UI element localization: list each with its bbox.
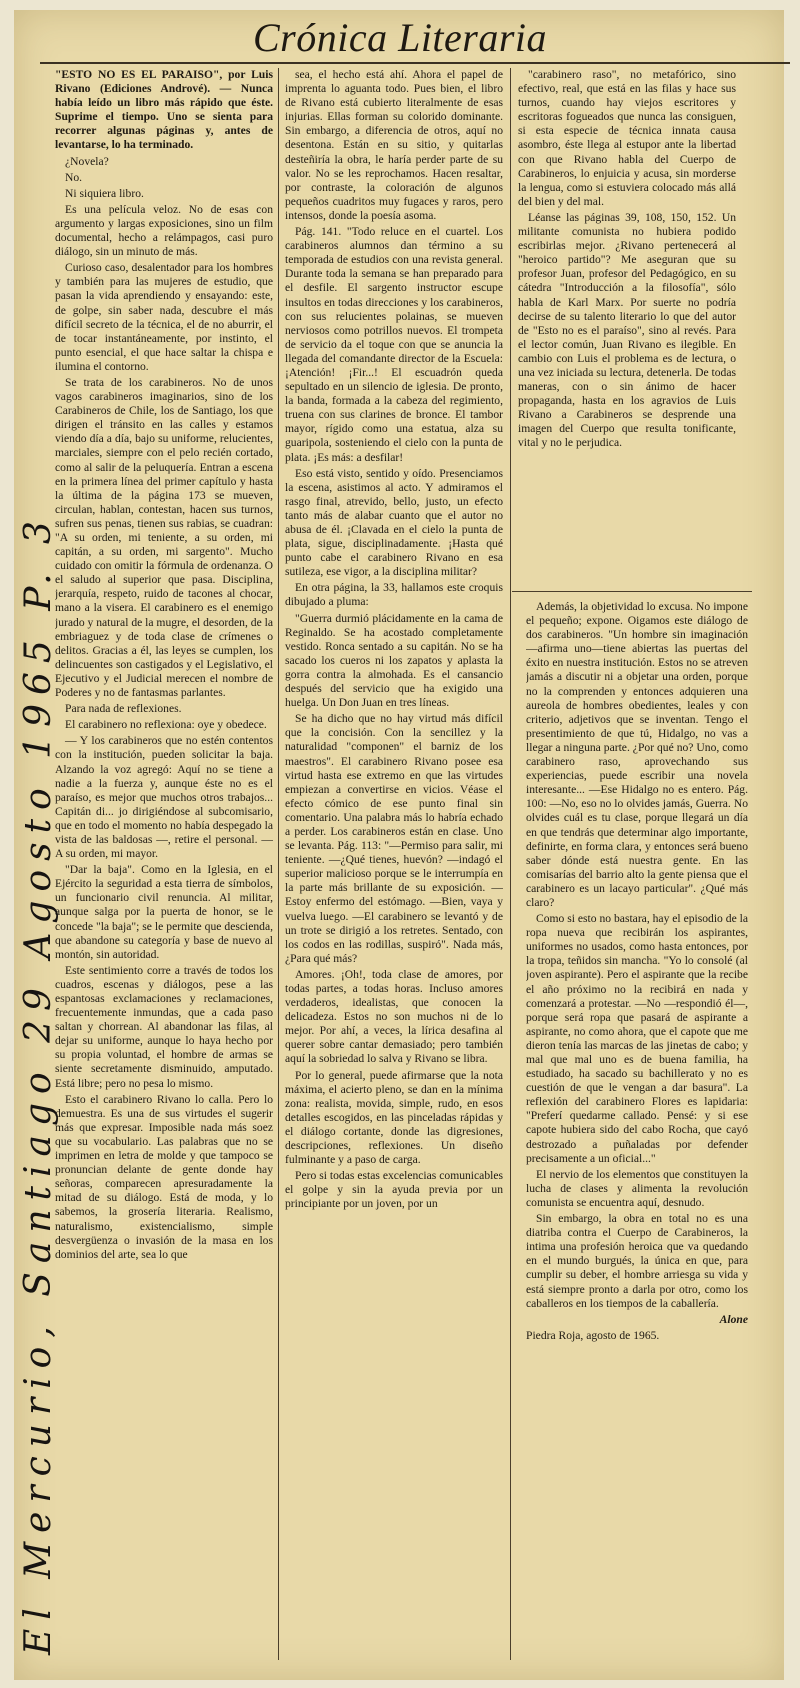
paragraph: sea, el hecho está ahí. Ahora el papel de imprenta lo aguanta todo. Pues bien, el libro de Rivano está cubierto literalmente de esas injurias. Ellas forman su colorido dominante. Sin embargo, a diferencia de otros, aquí no desentona. Están en su sitio, y quitarlas desteñiría la obra, le haría perder parte de su valor. No se les reprochamos. Hacen resaltar, por contraste, la coloración de algunos pequeños cuadritos muy fugaces y raros, pero intensos, donde la poesía asoma.: [285, 68, 503, 222]
article-column-4: [526, 600, 748, 1660]
paragraph: Esto el carabinero Rivano lo calla. Pero lo demuestra. Es una de sus virtudes el sugerir más que expresar. Imposible nada más soez que su vocabulario. Las palabras que no se imprimen en letra de molde y que tampoco se pronuncian delante de gente donde hay señoras, comparecen apresuradamente la mitad de su diálogo. Está de moda, y lo sabemos, la grosería literaria. Realismo, naturalismo, existencialismo, simple desvergüenza o invasión de la masa en los dominios del arte, sea lo que: [55, 1092, 273, 1261]
paragraph: Pág. 141. "Todo reluce en el cuartel. Los carabineros alumnos dan término a su temporada de estudios con una revista general. Durante toda la semana se han preparado para el desfile. El sargento instructor escupe insultos en todas direcciones y los carabineros, con sus relucientes polainas, se mueven nerviosos como potrillos nuevos. El trompeta de servicio da el toque con que se anuncia la llegada del comandante director de la Escuela: ¡Atención! ¡Fir...! El escuadrón queda sepultado en un silencio de iglesia. De pronto, la banda, formada a la cabeza del regimiento, truena con sus clarines de bronce. El tambor mayor, rígido como una estatua, alza su guaripola, sosteniendo el cielo con la punta de plata. ¡Es más: a desfilar!: [285, 225, 503, 464]
article-lead: "ESTO NO ES EL PARAISO", por Luis Rivano (Ediciones Andrové). — Nunca había leído un libro más rápido que éste. Suprime el tiempo. Uno se sienta para recorrer algunas páginas y, antes de levantarse, lo ha terminado.: [55, 68, 273, 152]
paragraph: Es una película veloz. No de esas con argumento y largas exposiciones, sino un film documental, hecho a relámpagos, casi puro diálogo, sin un minuto de más.: [55, 202, 273, 259]
paragraph: Se ha dicho que no hay virtud más difícil que la concisión. Con la sencillez y la naturalidad "componen" el barniz de los maestros". El carabinero Rivano posee esa virtud hasta ese extremo en que las virtudes empiezan a convertirse en vicios. Véase el efecto cómico de ese punto final sin comentario. Una palabra más lo habría echado a perder. Los carabineros están en clase. Uno se levanta. Pág. 113: "—Permiso para salir, mi teniente. —¿Qué tienes, huevón? —indagó el superior malicioso porque se le interrumpía en la parte más brillante de su exposición. —Estoy enfermo del estómago. —Bien, vaya y vuelva luego. —El carabinero se levantó y de un trote se dirigió a los retretes. Sentado, con los codos en las rodillas, suspiró". Nada más, ¿Para qué más?: [285, 712, 503, 965]
paragraph: Eso está visto, sentido y oído. Presenciamos la escena, asistimos al acto. Y admiramos el rasgo final, atrevido, bello, justo, un efecto tanto más de alabar cuanto que el autor no abusa de él. ¡Clavada en el cielo la punta de plata, sigue, disciplinadamente. ¡Hasta qué punto cabe el carabinero Rivano en esa sutileza, ese vigor, a la disciplina militar?: [285, 466, 503, 579]
paragraph: El nervio de los elementos que constituyen la lucha de clases y alimenta la revolución comunista se encuentra aquí, desnudo.: [526, 1167, 748, 1209]
title-rule: [40, 62, 790, 64]
paragraph: — Y los carabineros que no estén contentos con la institución, pueden solicitar la baja. Alzando la voz agregó: Aquí no se tiene a nadie a la fuerza y, aunque éste no es el paraíso, es mejor que muchos otros trabajos... Capitán di... jo dirigiéndose al subcomisario, que en todo el momento no había despegado la vista de las baldosas —, retire el personal. — A su orden, mi mayor.: [55, 734, 273, 861]
paragraph: "carabinero raso", no metafórico, sino efectivo, real, que está en las filas y hace sus turnos, cuando hay viejos escritores y escritoras fogueados que nunca las consiguen, si esta especie de técnica innata causa asombro, éste llega al estupor ante la libertad con que Rivano habla del Cuerpo de Carabineros, lo enjuicia y acusa, sin morderse la lengua, como si estuviera colocado más allá del bien y del mal.: [518, 68, 736, 208]
article-column-2: [285, 68, 503, 1660]
paragraph: Léanse las páginas 39, 108, 150, 152. Un militante comunista no hubiera podido escribirlas mejor. ¿Rivano pertenecerá al "heroico partido"? Me aseguran que su profesor Juan, profesor del Pedagógico, en su cátedra "Introducción a la filosofía", sólo habla de Karl Marx. Por suerte no podría decirse de su talento literario lo que del autor de "Esto no es el paraíso", sino al revés. Para el lector común, Juan Rivano es ilegible. En cambio con Luis el problema es de lectura, o una vez iniciada su lectura, detenerla. De todas maneras, con o sin ánimo de hacer propaganda, hasta en los agravios de Luis Rivano a Carabineros se desprende una imagen del Cuerpo que resulta tonificante, vital y no le perjudica.: [518, 210, 736, 450]
paragraph: No.: [65, 170, 83, 184]
paragraph: Curioso caso, desalentador para los hombres y también para las mujeres de estudio, que pasan la vida aprendiendo y ensayando: este, de golpe, sin saber nada, descubre el más difícil secreto de la técnica, el de no aburrir, el de tocar instantáneamente, por instinto, el punto esencial, el que hace saltar la chispa e ilumina el contorno.: [55, 261, 273, 373]
place-date: Piedra Roja, agosto de 1965.: [526, 1328, 660, 1342]
paragraph: Para nada de reflexiones.: [65, 702, 182, 716]
paragraph: Como si esto no bastara, hay el episodio de la ropa nueva que recibirán los aspirantes, uniformes no usados, como hasta entonces, por la tropa, teñidos sin mancha. "Yo lo consolé (al joven aspirante). Pero el aspirante que la recibe el año próximo no la recibirá en nada y comenzará a protestar. —No —respondió él—, porque será ropa que pasará de aspirante a aspirante, no como ahora, que el capote que me dieron tenía las marcas de las jinetas de cabo; y mal que mal uno es de buena familia, ha estudiado, ha sacado su bachillerato y no es cuestión de que le vengan a dar basura". La reflexión del carabinero Flores es lapidaria: "Preferí quedarme callado. Pensé: y si ese capote hubiera sido del cabo Rocha, que cayó destrozado a puñaladas por defender precisamente a un oficial...": [526, 912, 748, 1165]
paragraph: ¿Novela?: [65, 154, 109, 168]
paragraph: En otra página, la 33, hallamos este croquis dibujado a pluma:: [285, 581, 503, 609]
page-title: Crónica Literaria: [252, 15, 548, 60]
author-signature: Alone: [719, 1312, 748, 1326]
paragraph: Además, la objetividad lo excusa. No impone el pequeño; expone. Oigamos este diálogo de dos carabineros. "Un hombre sin imaginación —afirma uno—tiene abiertas las puertas del éxito en nuestra institución. Estos no se atreven jamás a discutir ni a objetar una orden, porque no la comprenden y entonces adquieren una aureola de hombres obedientes, leales y con criterio, adjetivos que se inventan. Tengo el presentimiento de que tú, Hidalgo, no vas a llegar a ninguna parte. ¿Por qué no? Uno, como carabinero raso, aprovechando sus experiencias, puede escribir una novela interesante... —Ese Hidalgo no es entero. Pág. 100: —No, eso no lo olvides jamás, Guerra. No olvides cuál es tu clase, porque llegará un día en que tendrás que determinar algo importante, definirte, en forma clara, y entonces será bueno saber dónde está nuestra gente. En las comisarías del barrio alto la gente piensa que el carabinero es un lacayo particular". ¿Qué más claro?: [526, 600, 748, 909]
paragraph: Pero si todas estas excelencias comunicables el golpe y sin la ayuda previa por un principiante por un joven, por un: [285, 1169, 503, 1211]
article-column-3: [518, 68, 736, 588]
column-separator: [278, 68, 279, 1660]
handwritten-annotation: El Mercurio, Santiago 29 Agosto 1965 P. 3: [18, 512, 59, 1655]
article-column-1: [55, 68, 273, 1660]
column-separator: [510, 68, 511, 1660]
paragraph: Se trata de los carabineros. No de unos vagos carabineros imaginarios, sino de los Carabineros de Chile, los de Santiago, los que dirigen el tránsito en las calles y estamos viendo día a día, bajo su uniforme, relucientes, marciales, siempre con el pelo recién cortado, como al salir de la peluquería. Entran a escena en la primera línea del primer capítulo y hasta la última de la página 173 se mueven, circulan, hablan, contestan, hacen sus turnos, sufren sus penas, tienen sus rabias, se cuadran: "A su orden, mi teniente, a su orden, mi capitán, a su orden, mi sargento". Mucho cuidado con omitir la fórmula de ordenanza. O el saludo al superior que pasa. Disciplina, jerarquía, respeto, ruido de tacones al chocar, mano a la visera. El carabinero es el enemigo jurado y natural de la mugre, el desorden, de la embriaguez y de toda clase de crímenes o delitos. Gracias a él, las leyes se cumplen, los delincuentes son castigados y el Legislativo, el Ejecutivo y el Judicial merecen el nombre de Poderes y no de fantasmas parlantes.: [55, 375, 273, 700]
paragraph: Ni siquiera libro.: [65, 186, 144, 200]
paragraph: "Dar la baja". Como en la Iglesia, en el Ejército la seguridad a esta tierra de símbolos, un funcionario civil renuncia. Al militar, aunque salga por la puerta de honor, se le concede "la baja"; se le permite que descienda, que abandone su categoría y base de nuevo al montón, sin autoridad.: [55, 863, 273, 961]
paragraph: Sin embargo, la obra en total no es una diatriba contra el Cuerpo de Carabineros, la intima una profesión heroica que va quedando en el mundo burgués, la única en que, para cumplir su deber, el hombre arriesga su vida y está siempre pronto a darla por otro, como los caballeros en los tiempos de la caballería.: [526, 1212, 748, 1310]
paragraph: "Guerra durmió plácidamente en la cama de Reginaldo. Se ha acostado completamente vestido. Ronca sentado a su capitán. No se ha sacado los cueros ni los zapatos y aplasta la gorra contra la almohada. Es el cansancio después del servicio que ha exigido una huelga. Un Don Juan en tres líneas.: [285, 611, 503, 710]
section-separator: [512, 591, 752, 592]
paragraph: Por lo general, puede afirmarse que la nota máxima, el acierto pleno, se dan en la mínima zona: realista, movida, simple, rudo, en esos detalles escogidos, en las pinceladas rápidas y el diálogo cortante, donde las digresiones, descripciones, reflexiones. Un diseño fulminante y a paso de carga.: [285, 1068, 503, 1167]
paragraph: Amores. ¡Oh!, toda clase de amores, por todas partes, a todas horas. Incluso amores verdaderos, idealistas, que conocen la delicadeza. Estos no son muchos ni de lo mejor. Por ahí, a veces, la lírica desafina al querer sobre cantar demasiado; pero también aquí la sobriedad lo salva y Rivano se libra.: [285, 967, 503, 1066]
paragraph: El carabinero no reflexiona: oye y obedece.: [65, 718, 267, 732]
paragraph: Este sentimiento corre a través de todos los cuadros, escenas y diálogos, pese a las espantosas exclamaciones y reclamaciones, frecuentemente inmundas, que a cada paso saltan y chorrean. Al abandonar las filas, al dejar su uniforme, aunque lo haya hecho por su propia voluntad, el hombre de armas se siente secretamente disminuido, amputado. Está libre; pero no pesa lo mismo.: [55, 963, 273, 1090]
